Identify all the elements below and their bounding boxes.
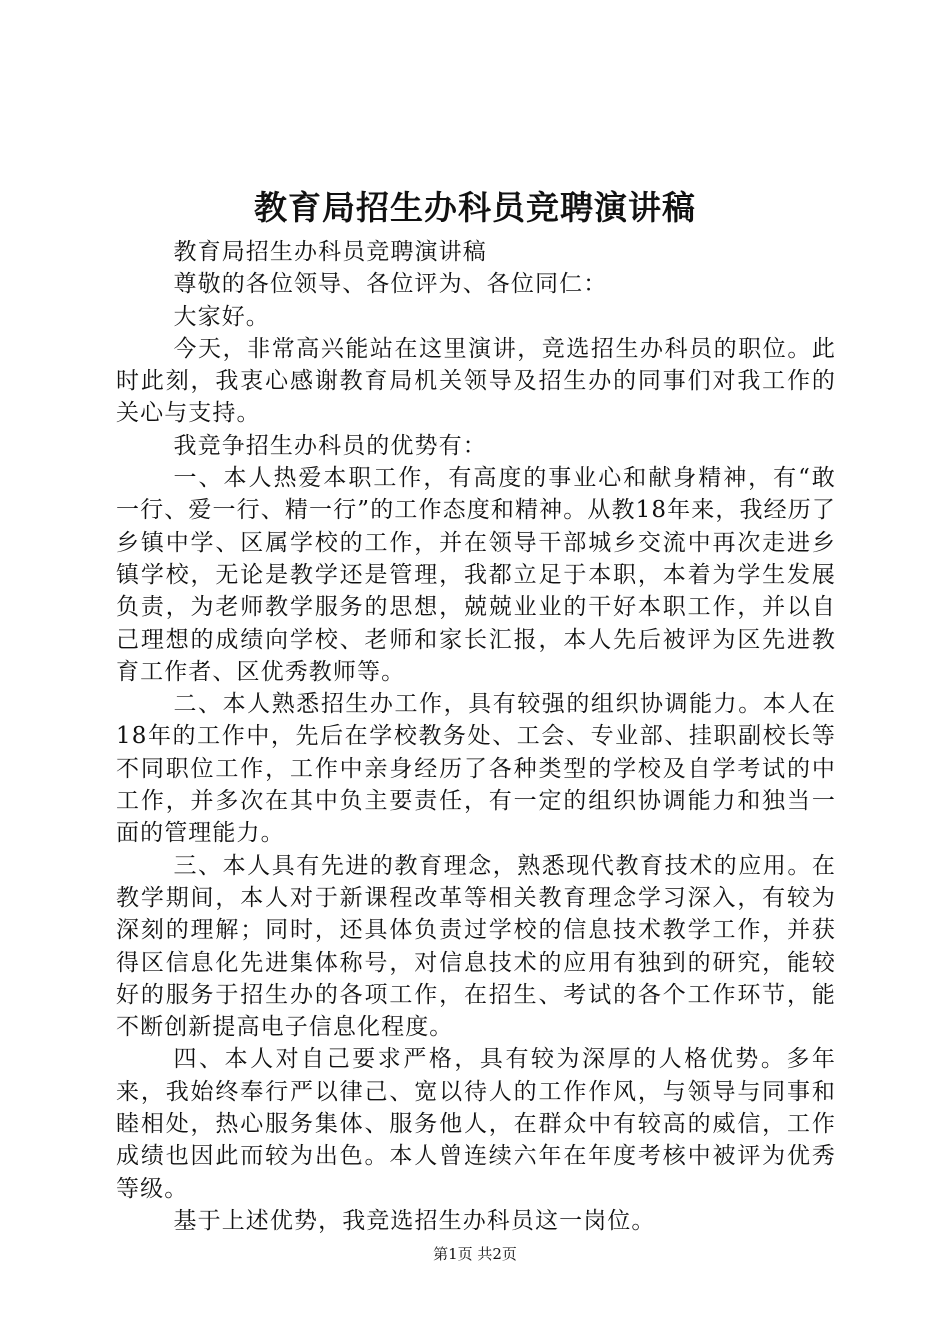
paragraph-conclusion: 基于上述优势，我竞选招生办科员这一岗位。 bbox=[173, 1207, 656, 1234]
page-footer: 第1页 共2页 bbox=[433, 1245, 517, 1263]
document-title: 教育局招生办科员竞聘演讲稿 bbox=[254, 188, 696, 227]
document-body bbox=[116, 236, 836, 1237]
paragraph-greeting: 大家好。 bbox=[173, 303, 270, 330]
paragraph-intro: 今天，非常高兴能站在这里演讲，竞选招生办科员的职位。此时此刻，我衷心感谢教育局机关领导及招生办的同事们对我工作的关心与支持。 bbox=[116, 335, 836, 427]
paragraph-advantage-2: 二、本人熟悉招生办工作，具有较强的组织协调能力。本人在18年的工作中，先后在学校教务处、工会、专业部、挂职副校长等不同职位工作，工作中亲身经历了各种类型的学校及自学考试的中工作，并多次在其中负主要责任，有一定的组织协调能力和独当一面的管理能力。 bbox=[116, 691, 836, 847]
paragraph-heading-repeat: 教育局招生办科员竞聘演讲稿 bbox=[173, 239, 487, 265]
paragraph-advantage-3: 三、本人具有先进的教育理念，熟悉现代教育技术的应用。在教学期间，本人对于新课程改革等相关教育理念学习深入，有较为深刻的理解；同时，还具体负责过学校的信息技术教学工作，并获得区信息化先进集体称号，对信息技术的应用有独到的研究，能较好的服务于招生办的各项工作，在招生、考试的各个工作环节，能不断创新提高电子信息化程度。 bbox=[116, 852, 836, 1041]
paragraph-advantages-lead: 我竞争招生办科员的优势有： bbox=[173, 432, 487, 459]
paragraph-salutation: 尊敬的各位领导、各位评为、各位同仁： bbox=[173, 271, 608, 298]
paragraph-advantage-1: 一、本人热爱本职工作，有高度的事业心和献身精神，有“敢一行、爱一行、精一行”的工作态度和精神。从教18年来，我经历了乡镇中学、区属学校的工作，并在领导干部城乡交流中再次走进乡镇学校，无论是教学还是管理，我都立足于本职，本着为学生发展负责，为老师教学服务的思想，兢兢业业的干好本职工作，并以自己理想的成绩向学校、老师和家长汇报，本人先后被评为区先进教育工作者、区优秀教师等。 bbox=[116, 465, 836, 685]
paragraph-advantage-4: 四、本人对自己要求严格，具有较为深厚的人格优势。多年来，我始终奉行严以律己、宽以待人的工作作风，与领导与同事和睦相处，热心服务集体、服务他人，在群众中有较高的威信，工作成绩也因此而较为出色。本人曾连续六年在年度考核中被评为优秀等级。 bbox=[116, 1046, 836, 1202]
